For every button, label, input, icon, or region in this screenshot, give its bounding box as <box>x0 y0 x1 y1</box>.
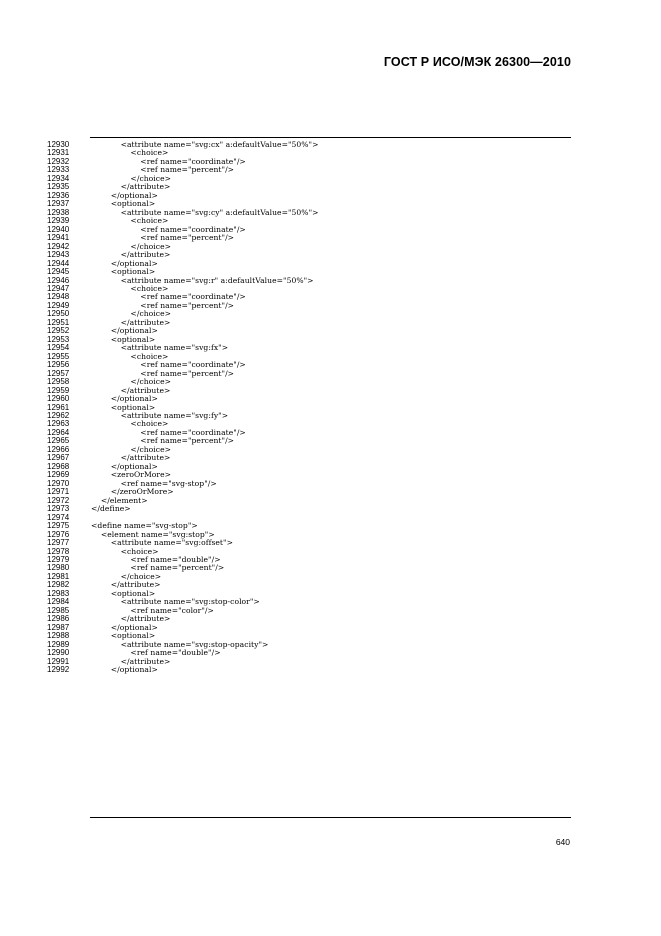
line-code-text: <ref name="percent"/> <box>91 436 235 446</box>
line-code-text: </optional> <box>91 461 158 471</box>
line-number: 12963 <box>47 419 70 429</box>
line-code-text: <attribute name="svg:fy"> <box>91 411 229 420</box>
line-code-text: </optional> <box>91 622 158 632</box>
line-number: 12938 <box>47 207 70 217</box>
line-number: 12939 <box>47 216 70 226</box>
line-number: 12979 <box>47 554 70 564</box>
line-number: 12985 <box>47 605 70 615</box>
line-code-text: <ref name="coordinate"/> <box>91 360 246 370</box>
line-number: 12960 <box>47 394 70 404</box>
line-number: 12959 <box>47 385 70 395</box>
page-number: 640 <box>555 837 570 847</box>
line-code-text: </attribute> <box>91 453 171 463</box>
line-code-text: </define> <box>91 504 131 514</box>
page-header-title: ГОСТ Р ИСО/МЭК 26300—2010 <box>383 55 571 69</box>
line-code-text: </optional> <box>91 394 158 404</box>
line-number: 12961 <box>47 402 70 412</box>
line-number: 12967 <box>47 453 70 463</box>
line-code-text: </optional> <box>91 258 158 268</box>
line-number: 12950 <box>47 309 70 319</box>
code-line <box>47 666 571 674</box>
line-number: 12940 <box>47 224 70 234</box>
line-number: 12941 <box>47 233 70 243</box>
line-code-text: <ref name="percent"/> <box>91 233 235 243</box>
line-number: 12972 <box>47 495 70 505</box>
line-number: 12944 <box>47 258 70 268</box>
line-number: 12947 <box>47 283 70 293</box>
line-number: 12981 <box>47 571 70 581</box>
line-number: 12934 <box>47 173 70 183</box>
line-code-text: <ref name="color"/> <box>91 605 214 615</box>
line-number: 12957 <box>47 368 70 378</box>
line-code-text: </choice> <box>91 444 172 454</box>
code-line <box>47 505 571 513</box>
line-code-text: <choice> <box>91 148 169 158</box>
line-code-text: </attribute> <box>91 580 161 590</box>
line-code-text: <optional> <box>91 334 156 344</box>
code-listing <box>47 141 571 675</box>
line-code-text: </choice> <box>91 309 172 319</box>
line-code-text: <choice> <box>91 283 169 293</box>
line-code-text: </optional> <box>91 665 158 675</box>
line-number: 12970 <box>47 478 70 488</box>
line-code-text: <attribute name="svg:r" a:defaultValue="50%"> <box>91 275 314 285</box>
line-number: 12958 <box>47 377 70 387</box>
line-code-text: <ref name="coordinate"/> <box>91 224 246 234</box>
line-code-text: <optional> <box>91 588 156 598</box>
line-code-text: </attribute> <box>91 656 171 666</box>
line-code-text: <attribute name="svg:cy" a:defaultValue="50%"> <box>91 207 319 217</box>
line-code-text: </attribute> <box>91 614 171 624</box>
line-number: 12968 <box>47 461 70 471</box>
line-code-text: </choice> <box>91 173 172 183</box>
line-code-text: <ref name="double"/> <box>91 648 221 658</box>
line-code-text: </optional> <box>91 326 158 336</box>
line-number: 12946 <box>47 275 70 285</box>
line-code-text: <choice> <box>91 546 159 556</box>
line-code-text: </attribute> <box>91 317 171 327</box>
line-number: 12948 <box>47 292 70 302</box>
line-number: 12942 <box>47 241 70 251</box>
line-number: 12945 <box>47 267 70 277</box>
line-number: 12956 <box>47 360 70 370</box>
line-code-text: <attribute name="svg:cx" a:defaultValue="50%"> <box>91 140 319 149</box>
line-code-text: <optional> <box>91 631 156 641</box>
line-number: 12974 <box>47 512 70 522</box>
line-code-text: <choice> <box>91 216 169 226</box>
line-code-text: <element name="svg:stop"> <box>91 529 215 539</box>
line-number: 12976 <box>47 529 70 539</box>
line-code-text: <optional> <box>91 267 156 277</box>
line-number: 12987 <box>47 622 70 632</box>
line-code-text: <ref name="svg-stop"/> <box>91 478 217 488</box>
line-code-text: <attribute name="svg:stop-opacity"> <box>91 639 269 649</box>
line-number: 12982 <box>47 580 70 590</box>
line-code-text: </zeroOrMore> <box>91 487 174 497</box>
line-number: 12988 <box>47 631 70 641</box>
line-number: 12986 <box>47 614 70 624</box>
line-number: 12991 <box>47 656 70 666</box>
line-code-text: <ref name="percent"/> <box>91 300 235 310</box>
line-number: 12937 <box>47 199 70 209</box>
line-code-text: <attribute name="svg:stop-color"> <box>91 597 260 607</box>
line-number: 12966 <box>47 444 70 454</box>
line-number: 12983 <box>47 588 70 598</box>
line-number: 12936 <box>47 190 70 200</box>
line-code-text: </attribute> <box>91 250 171 260</box>
line-number: 12977 <box>47 538 70 548</box>
line-number: 12954 <box>47 343 70 353</box>
line-number: 12980 <box>47 563 70 573</box>
line-number: 12955 <box>47 351 70 361</box>
line-code-text: </optional> <box>91 190 158 200</box>
line-number: 12951 <box>47 317 70 327</box>
line-code-text: <ref name="percent"/> <box>91 368 235 378</box>
line-code-text: </attribute> <box>91 182 171 192</box>
line-code-text: <define name="svg-stop"> <box>91 521 198 531</box>
line-code-text: <ref name="coordinate"/> <box>91 156 246 166</box>
line-code-text: <optional> <box>91 402 156 412</box>
line-number: 12971 <box>47 487 70 497</box>
bottom-divider <box>90 817 571 818</box>
line-number: 12964 <box>47 427 70 437</box>
line-number: 12953 <box>47 334 70 344</box>
line-number: 12962 <box>47 411 70 420</box>
line-code-text: <ref name="coordinate"/> <box>91 292 246 302</box>
line-code-text: </choice> <box>91 241 172 251</box>
line-number: 12949 <box>47 300 70 310</box>
line-code-text: <choice> <box>91 351 169 361</box>
line-code-text: </choice> <box>91 377 172 387</box>
line-number: 12969 <box>47 470 70 480</box>
line-number: 12931 <box>47 148 70 158</box>
line-code-text: <ref name="double"/> <box>91 554 221 564</box>
line-code-text: <choice> <box>91 419 169 429</box>
line-number: 12965 <box>47 436 70 446</box>
line-number: 12978 <box>47 546 70 556</box>
top-divider <box>90 137 571 138</box>
line-number: 12990 <box>47 648 70 658</box>
line-code-text: </attribute> <box>91 385 171 395</box>
line-number: 12930 <box>47 140 70 149</box>
line-number: 12984 <box>47 597 70 607</box>
line-code-text: <attribute name="svg:fx"> <box>91 343 229 353</box>
line-number: 12932 <box>47 156 70 166</box>
line-number: 12975 <box>47 521 70 531</box>
line-code-text: <optional> <box>91 199 156 209</box>
line-code-text: <zeroOrMore> <box>91 470 172 480</box>
line-code-text: <ref name="percent"/> <box>91 563 225 573</box>
line-number: 12952 <box>47 326 70 336</box>
line-code-text: <ref name="coordinate"/> <box>91 427 246 437</box>
line-number: 12943 <box>47 250 70 260</box>
line-code-text: <ref name="percent"/> <box>91 165 235 175</box>
line-number: 12935 <box>47 182 70 192</box>
line-code-text: </element> <box>91 495 148 505</box>
line-number: 12933 <box>47 165 70 175</box>
line-number: 12992 <box>47 665 70 675</box>
line-number: 12989 <box>47 639 70 649</box>
line-code-text: </choice> <box>91 571 162 581</box>
line-code-text: <attribute name="svg:offset"> <box>91 538 233 548</box>
line-number: 12973 <box>47 504 70 514</box>
